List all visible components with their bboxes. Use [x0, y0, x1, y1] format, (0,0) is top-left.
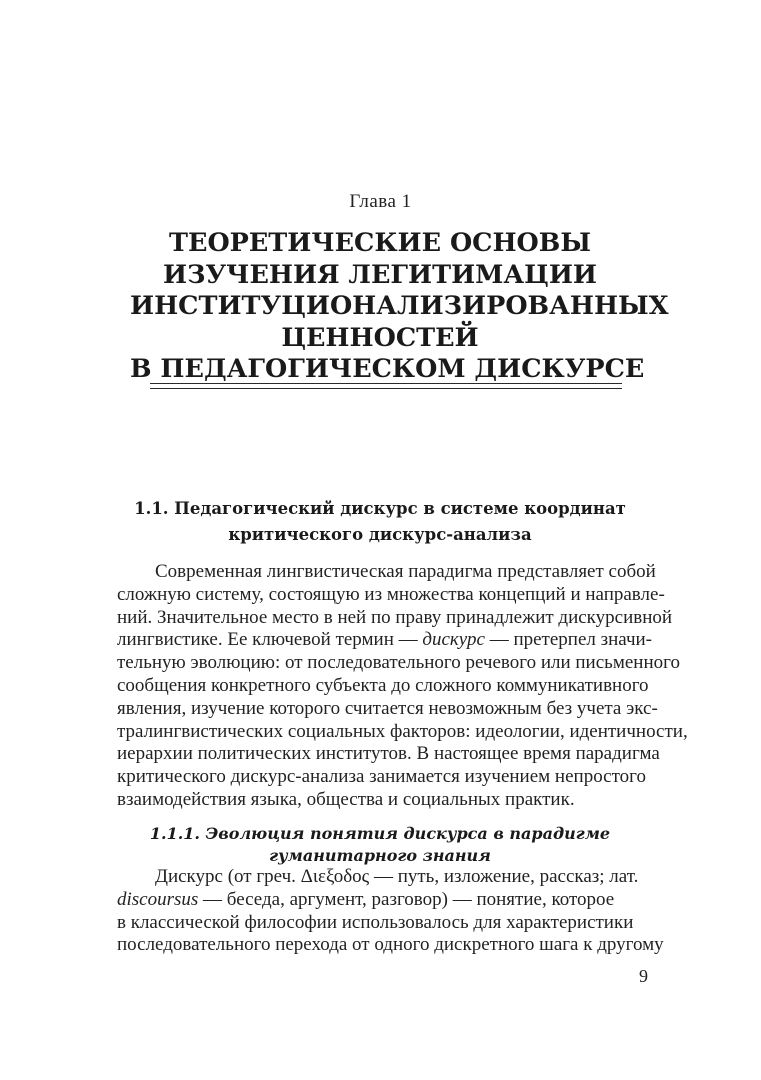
title-divider-top	[150, 383, 622, 384]
text-line: тралингвистических социальных факторов: идеологии, идентичности,	[117, 720, 688, 742]
section-heading	[120, 496, 640, 548]
text-run: — претерпел значи-	[484, 629, 653, 651]
subsection-paragraph	[117, 866, 664, 957]
section-paragraph	[117, 561, 688, 812]
subsection-heading	[120, 823, 640, 867]
text-line: сообщения конкретного субъекта до сложного коммуникативного	[117, 674, 649, 696]
chapter-title-line: В ПЕДАГОГИЧЕСКОМ ДИСКУРСЕ	[130, 354, 645, 384]
chapter-title-line: ТЕОРЕТИЧЕСКИЕ ОСНОВЫ	[169, 228, 591, 258]
text-line: критического дискурс-анализа занимается изучением непростого	[117, 766, 646, 788]
text-line: сложную систему, состоящую из множества концепций и направле-	[117, 583, 665, 605]
text-line	[117, 889, 647, 912]
term-emphasis: дискурс	[422, 629, 485, 651]
text-line: взаимодействия языка, общества и социальных практик.	[117, 788, 575, 810]
text-line: иерархии политических институтов. В настоящее время парадигма	[117, 743, 660, 765]
text-line: тельную эволюцию: от последовательного речевого или письменного	[117, 652, 680, 674]
text-line: явления, изучение которого считается невозможным без учета экс-	[117, 697, 658, 719]
chapter-title-line: ИНСТИТУЦИОНАЛИЗИРОВАННЫХ	[130, 291, 669, 321]
subsection-heading-line: гуманитарного знания	[269, 846, 491, 865]
text-run: — беседа, аргумент, разговор) — понятие, которое	[198, 888, 615, 910]
text-line: в классической философии использовалось для характеристики	[117, 911, 634, 933]
section-heading-line: 1.1. Педагогический дискурс в системе координат	[134, 499, 626, 518]
chapter-title-line: ИЗУЧЕНИЯ ЛЕГИТИМАЦИИ	[162, 259, 598, 290]
chapter-title-line: ЦЕННОСТЕЙ	[281, 322, 479, 353]
text-line: последовательного перехода от одного дискретного шага к другому	[117, 934, 664, 956]
chapter-title	[130, 228, 669, 386]
subsection-heading-line: 1.1.1. Эволюция понятия дискурса в парадигме	[149, 824, 611, 843]
page-number: 9	[639, 966, 648, 986]
text-line: Современная лингвистическая парадигма представляет собой	[155, 561, 656, 582]
text-line: Дискурс (от греч. Διεξοδος — путь, изложение, рассказ; лат.	[155, 866, 639, 887]
section-heading-line: критического дискурс-анализа	[228, 525, 532, 544]
title-divider-bottom	[150, 388, 622, 389]
chapter-label: Глава 1	[349, 191, 412, 212]
text-line	[117, 629, 653, 652]
text-run: лингвистике. Ее ключевой термин —	[117, 629, 423, 651]
term-emphasis: discoursus	[117, 888, 199, 910]
text-line: ний. Значительное место в ней по праву принадлежит дискурсивной	[117, 606, 673, 628]
